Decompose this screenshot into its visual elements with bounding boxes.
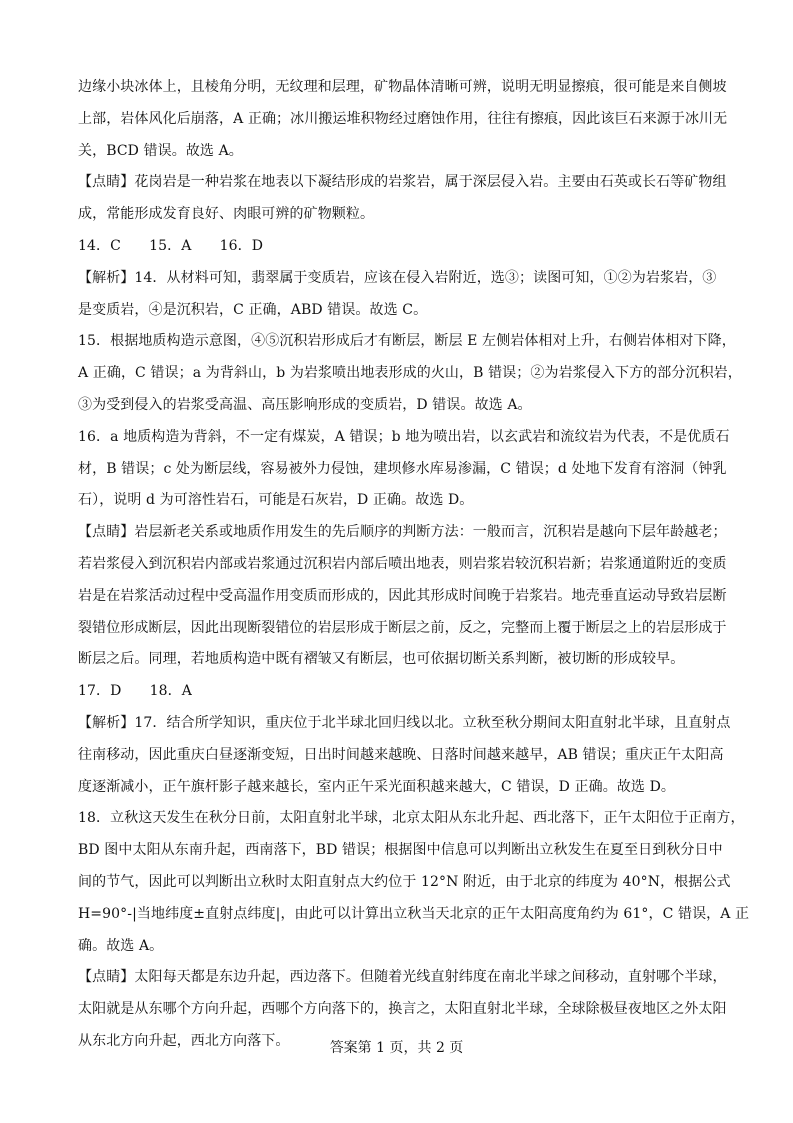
text-line: 【解析】14．从材料可知，翡翠属于变质岩，应该在侵入岩附近，选③；读图可知，①②为岩浆岩，③ [78, 269, 717, 286]
text-line: 15．根据地质构造示意图，④⑤沉积岩形成后才有断层，断层 E 左侧岩体相对上升，右侧岩体相对下降， [78, 333, 736, 350]
text-line: 度逐渐减小，正午旗杆影子越来越长，室内正午采光面积越来越大，C 错误，D 正确。故选 D。 [78, 778, 676, 795]
text-line: A 正确，C 错误；a 为背斜山，b 为岩浆喷出地表形成的火山，B 错误；②为岩浆侵入下方的部分沉积岩， [78, 365, 742, 382]
text-line: 裂错位形成断层，因此出现断裂错位的岩层形成于断层之前，反之，完整而上覆于断层之上的岩层形成于 [78, 619, 727, 636]
text-line: 断层之后。同理，若地质构造中既有褶皱又有断层，也可依据切断关系判断，被切断的形成较早。 [78, 651, 685, 668]
text-line: 材，B 错误；c 处为断层线，容易被外力侵蚀，建坝修水库易渗漏，C 错误；d 处地下发育有溶洞（钟乳 [78, 460, 727, 477]
answer-key-line: 17．D 18．A [78, 683, 192, 700]
text-line: 间的节气，因此可以判断出立秋时太阳直射点大约位于 12°N 附近，由于北京的纬度为 40°N，根据公式 [78, 873, 731, 890]
text-line: 关，BCD 错误。故选 A。 [78, 142, 243, 159]
text-line: 是变质岩，④是沉积岩，C 正确，ABD 错误。故选 C。 [78, 301, 428, 318]
text-line: 太阳就是从东哪个方向升起，西哪个方向落下的，换言之，太阳直射北半球，全球除极昼夜地区之外太阳 [78, 1001, 727, 1018]
text-line: ③为受到侵入的岩浆受高温、高压影响形成的变质岩，D 错误。故选 A。 [78, 396, 532, 413]
text-line: 往南移动，因此重庆白昼逐渐变短，日出时间越来越晚、日落时间越来越早，AB 错误；重庆正午太阳高 [78, 746, 724, 763]
text-line: 上部，岩体风化后崩落，A 正确；冰川搬运堆积物经过磨蚀作用，往往有擦痕，因此该巨石来源于冰川无 [78, 110, 728, 127]
text-line: 【点睛】花岗岩是一种岩浆在地表以下凝结形成的岩浆岩，属于深层侵入岩。主要由石英或长石等矿物组 [78, 174, 727, 191]
text-line: H=90°-|当地纬度±直射点纬度|，由此可以计算出立秋当天北京的正午太阳高度角约为 61°，C 错误，A 正 [78, 905, 750, 922]
text-line: 成，常能形成发育良好、肉眼可辨的矿物颗粒。 [78, 206, 375, 223]
text-line: 18．立秋这天发生在秋分日前，太阳直射北半球，北京太阳从东北升起、西北落下，正午太阳位于正南方， [78, 810, 745, 827]
answer-page-body [78, 72, 750, 1058]
text-line: 石），说明 d 为可溶性岩石，可能是石灰岩，D 正确。故选 D。 [78, 492, 474, 509]
text-line: 【点睛】太阳每天都是东边升起，西边落下。但随着光线直射纬度在南北半球之间移动，直射哪个半球， [78, 969, 727, 986]
text-line: BD 图中太阳从东南升起，西南落下，BD 错误；根据图中信息可以判断出立秋发生在夏至日到秋分日中 [78, 842, 723, 859]
text-line: 【点睛】岩层新老关系或地质作用发生的先后顺序的判断方法：一般而言，沉积岩是越向下层年龄越老； [78, 524, 727, 541]
answer-key-line: 14．C 15．A 16．D [78, 237, 264, 254]
text-line: 边缘小块冰体上，且棱角分明，无纹理和层理，矿物晶体清晰可辨，说明无明显擦痕，很可能是来自侧坡 [78, 79, 727, 95]
text-line: 【解析】17．结合所学知识，重庆位于北半球北回归线以北。立秋至秋分期间太阳直射北半球，且直射点 [78, 714, 731, 731]
text-line: 确。故选 A。 [78, 937, 164, 954]
text-line: 岩是在岩浆活动过程中受高温作用变质而形成的，因此其形成时间晚于岩浆岩。地壳垂直运动导致岩层断 [78, 587, 727, 604]
page-footer: 答案第 1 页，共 2 页 [329, 1040, 464, 1056]
text-line: 从东北方向升起，西北方向落下。 [78, 1032, 290, 1049]
text-line: 16．a 地质构造为背斜，不一定有煤炭，A 错误；b 地为喷出岩，以玄武岩和流纹岩为代表，不是优质石 [78, 428, 730, 445]
text-line: 若岩浆侵入到沉积岩内部或岩浆通过沉积岩内部后喷出地表，则岩浆岩较沉积岩新；岩浆通道附近的变质 [78, 555, 727, 572]
